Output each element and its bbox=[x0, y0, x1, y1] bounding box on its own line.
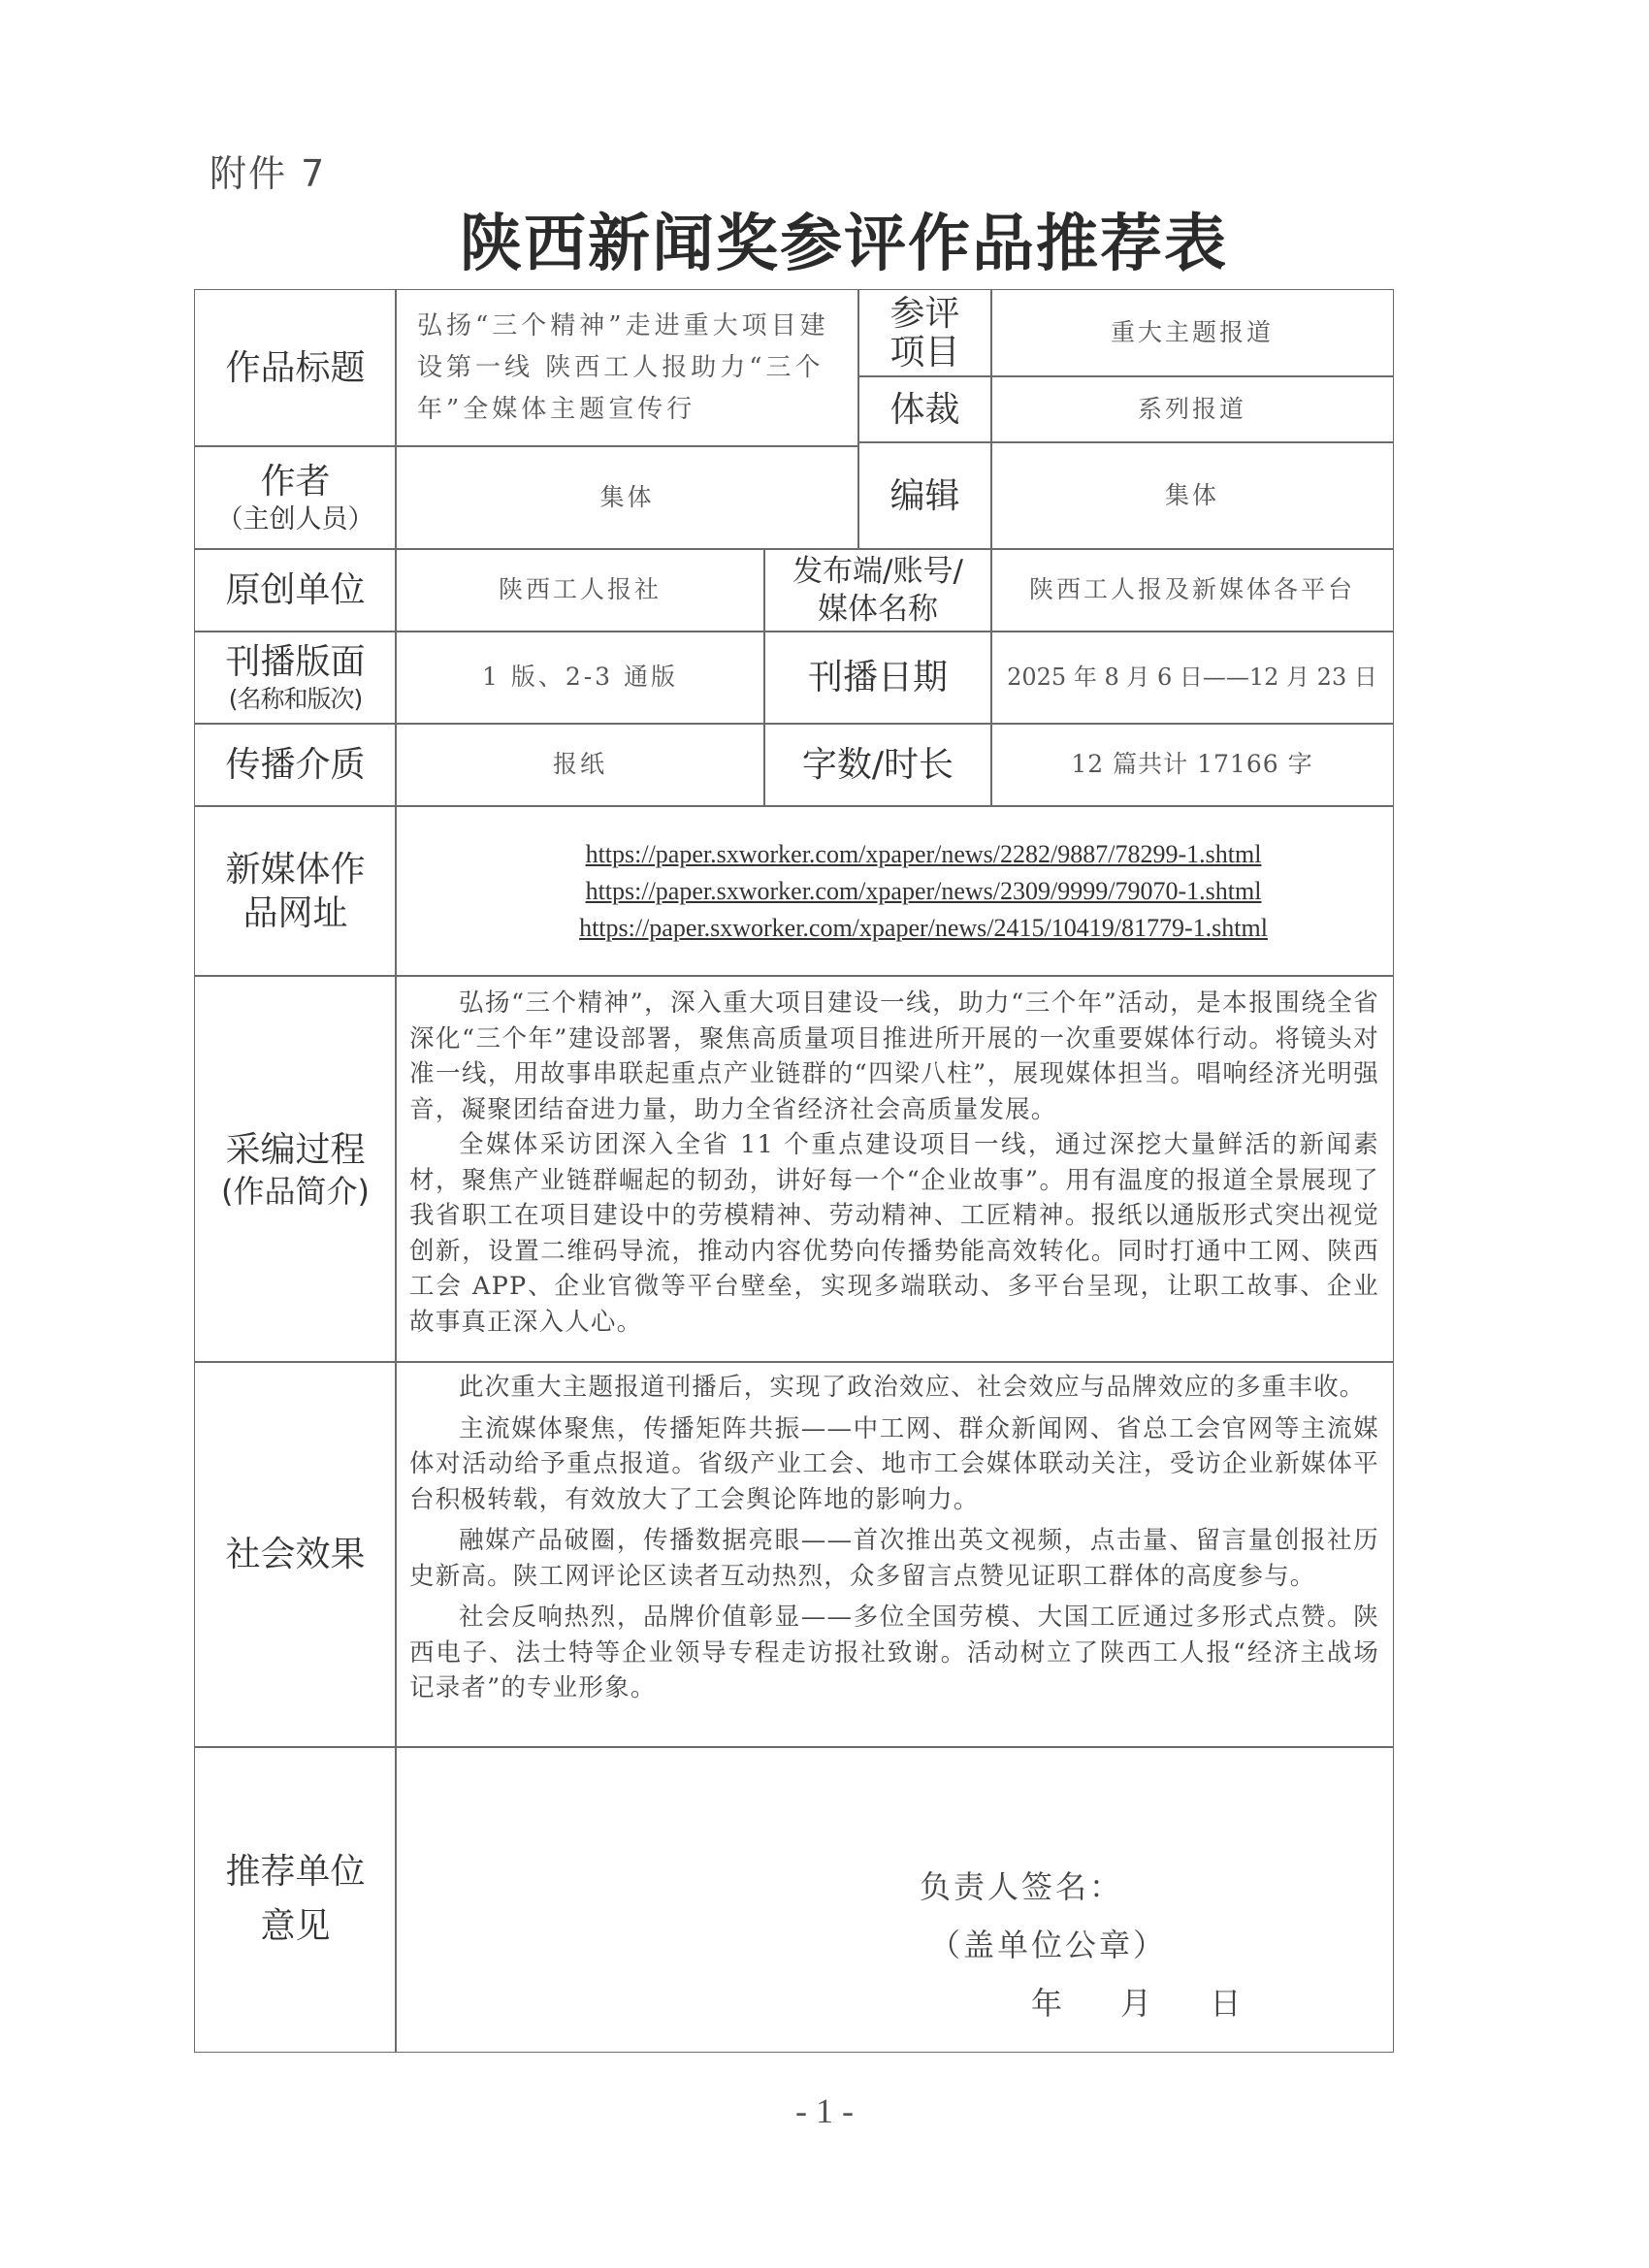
social-effect-paragraph: 此次重大主题报道刊播后，实现了政治效应、社会效应与品牌效应的多重丰收。 bbox=[459, 1373, 1366, 1402]
work-title-label: 作品标题 bbox=[194, 289, 397, 447]
publish-date-value: 2025 年 8 月 6 日——12 月 23 日 bbox=[990, 631, 1394, 725]
category-value: 重大主题报道 bbox=[990, 289, 1394, 377]
social-effect-paragraph: 主流媒体聚焦，传播矩阵共振——中工网、群众新闻网、省总工会官网等主流媒体对活动给予重点报道。省级产业工会、地市工会媒体联动关注，受访企业新媒体平台积极转载，有效放大了工会舆论阵地的影响力。 bbox=[409, 1413, 1379, 1514]
editor-value: 集体 bbox=[990, 441, 1394, 550]
process-sublabel: (作品简介) bbox=[221, 1172, 370, 1210]
original-unit-label: 原创单位 bbox=[194, 548, 397, 632]
process-label bbox=[194, 975, 397, 1363]
seal-label: （盖单位公章） bbox=[929, 1927, 1168, 1963]
social-effect-label: 社会效果 bbox=[194, 1361, 397, 1748]
work-title-value: 弘扬“三个精神”走进重大项目建设第一线 陕西工人报助力“三个年”全媒体主题宣传行 bbox=[395, 289, 859, 447]
author-label bbox=[194, 445, 397, 550]
page-label-text: 刊播版面 bbox=[225, 642, 366, 683]
page-title: 陕西新闻奖参评作品推荐表 bbox=[460, 208, 1228, 280]
publisher-value: 陕西工人报及新媒体各平台 bbox=[990, 548, 1394, 632]
editor-label: 编辑 bbox=[857, 441, 992, 550]
page-label bbox=[194, 631, 397, 725]
process-paragraph: 全媒体采访团深入全省 11 个重点建设项目一线，通过深挖大量鲜活的新闻素材，聚焦产业链群崛起的韧劲，讲好每一个“企业故事”。用有温度的报道全景展现了我省职工在项目建设中的劳模精神、劳动精神、工匠精神。报纸以通版形式突出视觉创新，设置二维码导流，推动内容优势向传播势能高效转化。同时打通中工网、陕西工会 APP、企业官微等平台壁垒，实现多端联动、多平台呈现，让职工故事、企业故事真正深入人心。 bbox=[409, 1130, 1379, 1337]
social-effect-paragraph: 社会反响热烈，品牌价值彰显——多位全国劳模、大国工匠通过多形式点赞。陕西电子、法士特等企业领导专程走访报社致谢。活动树立了陕西工人报“经济主战场记录者”的专业形象。 bbox=[409, 1603, 1379, 1702]
original-unit-value: 陕西工人报社 bbox=[395, 548, 765, 632]
new-media-url-link[interactable]: https://paper.sxworker.com/xpaper/news/2282/9887/78299-1.shtml bbox=[585, 839, 1262, 868]
date-label: 年 月 日 bbox=[1031, 1985, 1247, 2022]
author-label-text: 作者 bbox=[260, 461, 331, 502]
process-label-text: 采编过程 bbox=[225, 1129, 366, 1170]
new-media-url-link[interactable]: https://paper.sxworker.com/xpaper/news/2309/9999/79070-1.shtml bbox=[585, 876, 1262, 905]
genre-value: 系列报道 bbox=[990, 375, 1394, 443]
new-media-url-link[interactable]: https://paper.sxworker.com/xpaper/news/2415/10419/81779-1.shtml bbox=[579, 913, 1268, 942]
word-count-value: 12 篇共计 17166 字 bbox=[990, 723, 1394, 807]
page-number: - 1 - bbox=[795, 2091, 854, 2130]
signature-label: 负责人签名： bbox=[920, 1868, 1124, 1905]
word-count-label: 字数/时长 bbox=[763, 723, 992, 807]
medium-value: 报纸 bbox=[395, 723, 765, 807]
page-sublabel: (名称和版次) bbox=[228, 685, 363, 714]
process-paragraph: 弘扬“三个精神”，深入重大项目建设一线，助力“三个年”活动，是本报围绕全省深化“三个年”建设部署，聚焦高质量项目推进所开展的一次重要媒体行动。将镜头对准一线，用故事串联起重点产业链群的“四梁八柱”，展现媒体担当。唱响经济光明强音，凝聚团结奋进力量，助力全省经济社会高质量发展。 bbox=[409, 988, 1379, 1124]
publish-date-label: 刊播日期 bbox=[763, 631, 992, 725]
recommendation-label bbox=[194, 1746, 397, 2053]
social-effect-paragraph: 融媒产品破圈，传播数据亮眼——首次推出英文视频，点击量、留言量创报社历史新高。陕工网评论区读者互动热烈，众多留言点赞见证职工群体的高度参与。 bbox=[409, 1526, 1379, 1591]
author-value: 集体 bbox=[395, 445, 859, 550]
recommendation-label-line1: 推荐单位 bbox=[225, 1852, 366, 1893]
new-media-url-list bbox=[395, 805, 1394, 977]
social-effect-content bbox=[395, 1361, 1394, 1748]
page-value: 1 版、2-3 通版 bbox=[395, 631, 765, 725]
category-label-text: 参评项目 bbox=[889, 293, 960, 373]
process-content bbox=[395, 975, 1394, 1363]
medium-label: 传播介质 bbox=[194, 723, 397, 807]
new-media-url-label: 新媒体作品网址 bbox=[194, 805, 397, 977]
author-sublabel: （主创人员） bbox=[216, 503, 374, 535]
publisher-label: 发布端/账号/媒体名称 bbox=[763, 548, 992, 632]
genre-label: 体裁 bbox=[857, 375, 992, 443]
attachment-label: 附件 7 bbox=[210, 152, 327, 195]
recommendation-label-line2: 意见 bbox=[260, 1906, 331, 1946]
category-label bbox=[857, 289, 992, 377]
